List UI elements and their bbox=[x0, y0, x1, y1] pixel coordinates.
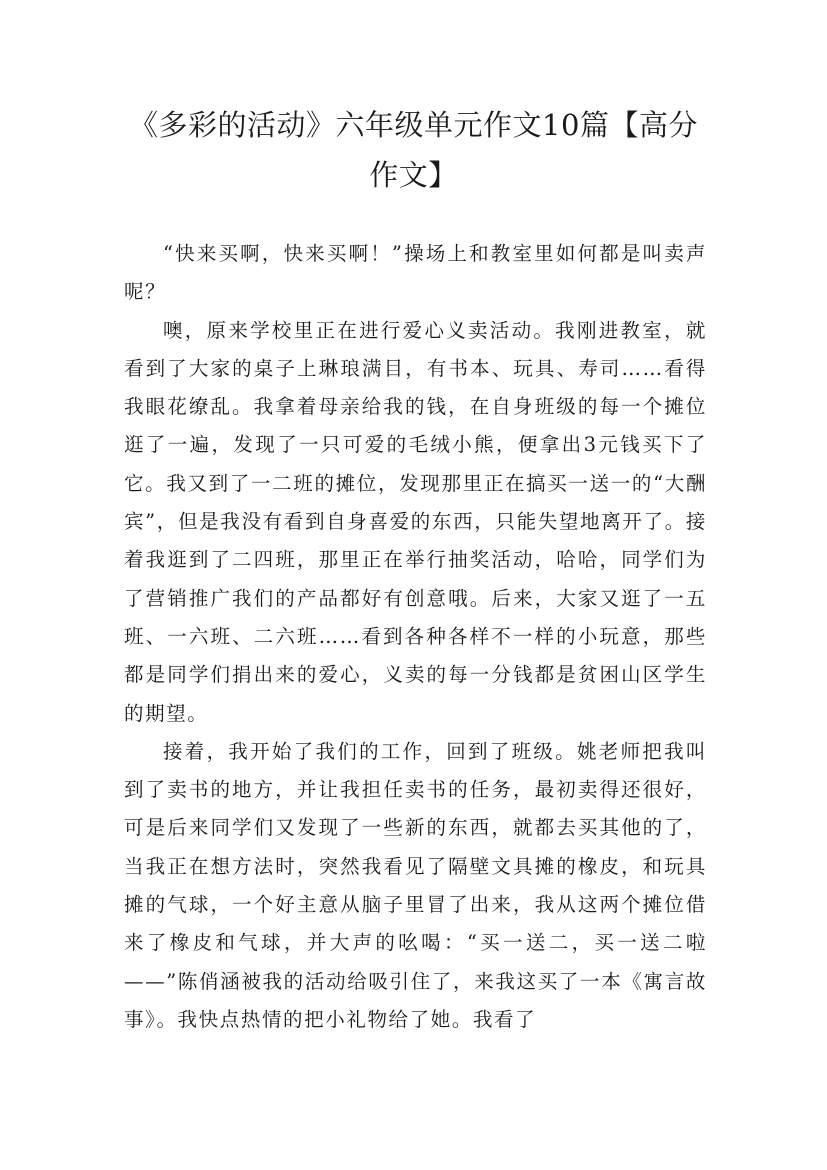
document-title: 《多彩的活动》六年级单元作文10篇【高分作文】 bbox=[129, 108, 698, 192]
paragraph-1: “快来买啊，快来买啊！”操场上和教室里如何都是叫卖声呢？ bbox=[124, 242, 707, 304]
document-body bbox=[124, 235, 707, 1039]
paragraph-2: 噢，原来学校里正在进行爱心义卖活动。我刚进教室，就看到了大家的桌子上琳琅满目，有书本、玩具、寿司……看得我眼花缭乱。我拿着母亲给我的钱，在自身班级的每一个摊位逛了一遍，发现了一只可爱的毛绒小熊，便拿出3元钱买下了它。我又到了一二班的摊位，发现那里正在搞买一送一的“大酬宾”，但是我没有看到自身喜爱的东西，只能失望地离开了。接着我逛到了二四班，那里正在举行抽奖活动，哈哈，同学们为了营销推广我们的产品都好有创意哦。后来，大家又逛了一五班、一六班、二六班……看到各种各样不一样的小玩意，那些都是同学们捐出来的爱心，义卖的每一分钱都是贫困山区学生的期望。 bbox=[124, 318, 707, 725]
paragraph-3: 接着，我开始了我们的工作，回到了班级。姚老师把我叫到了卖书的地方，并让我担任卖书的任务，最初卖得还很好，可是后来同学们又发现了一些新的东西，就都去买其他的了，当我正在想方法时，突然我看见了隔壁文具摊的橡皮，和玩具摊的气球，一个好主意从脑子里冒了出来，我从这两个摊位借来了橡皮和气球，并大声的吆喝：“买一送二，买一送二啦——”陈俏涵被我的活动给吸引住了，来我这买了一本《寓言故事》。我快点热情的把小礼物给了她。我看了 bbox=[124, 739, 707, 1031]
